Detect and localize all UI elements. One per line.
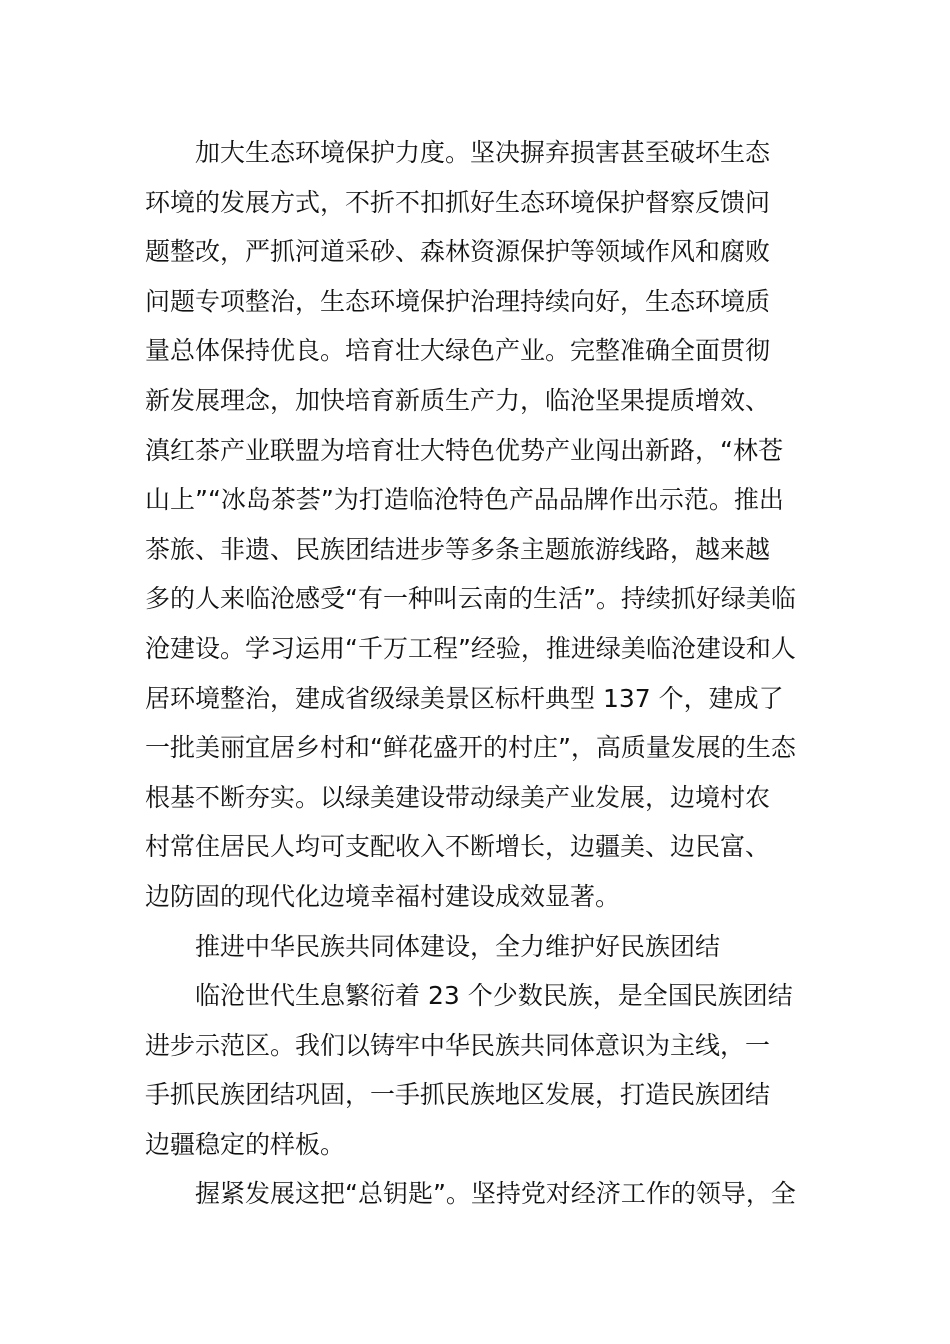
text-line: 加大生态环境保护力度。坚决摒弃损害甚至破坏生态: [195, 138, 771, 167]
document-body: [145, 128, 810, 1219]
text-line: 茶旅、非遗、民族团结进步等多条主题旅游线路，越来越: [145, 534, 771, 564]
text-line: 居环境整治，建成省级绿美景区标杆典型 137 个，建成了: [145, 683, 784, 713]
text-line: 进步示范区。我们以铸牢中华民族共同体意识为主线，一: [145, 1030, 771, 1060]
text-line: 多的人来临沧感受“有一种叫云南的生活”。持续抓好绿美临: [145, 584, 796, 614]
text-line: 根基不断夯实。以绿美建设带动绿美产业发展，边境村农: [145, 782, 771, 812]
text-line: 村常住居民人均可支配收入不断增长，边疆美、边民富、: [145, 832, 771, 862]
text-line: 边防固的现代化边境幸福村建设成效显著。: [145, 881, 621, 911]
section-heading: 推进中华民族共同体建设，全力维护好民族团结: [195, 931, 721, 961]
text-line: 沧建设。学习运用“千万工程”经验，推进绿美临沧建设和人: [145, 633, 796, 663]
text-line: 手抓民族团结巩固，一手抓民族地区发展，打造民族团结: [145, 1080, 771, 1110]
text-line: 边疆稳定的样板。: [145, 1129, 346, 1159]
text-line: 临沧世代生息繁衍着 23 个少数民族，是全国民族团结: [195, 981, 793, 1011]
text-line: 山上”“冰岛茶荟”为打造临沧特色产品品牌作出示范。推出: [145, 485, 784, 515]
text-line: 一批美丽宜居乡村和“鲜花盛开的村庄”，高质量发展的生态: [145, 733, 796, 763]
text-line: 题整改，严抓河道采砂、森林资源保护等领域作风和腐败: [145, 237, 771, 267]
text-line: 问题专项整治，生态环境保护治理持续向好，生态环境质: [145, 286, 771, 316]
text-line: 握紧发展这把“总钥匙”。坚持党对经济工作的领导，全: [195, 1179, 796, 1209]
text-line: 环境的发展方式，不折不扣抓好生态环境保护督察反馈问: [145, 187, 771, 217]
text-line: 滇红茶产业联盟为培育壮大特色优势产业闯出新路，“林苍: [145, 435, 783, 465]
text-line: 新发展理念，加快培育新质生产力，临沧坚果提质增效、: [145, 385, 771, 415]
text-line: 量总体保持优良。培育壮大绿色产业。完整准确全面贯彻: [145, 336, 771, 366]
